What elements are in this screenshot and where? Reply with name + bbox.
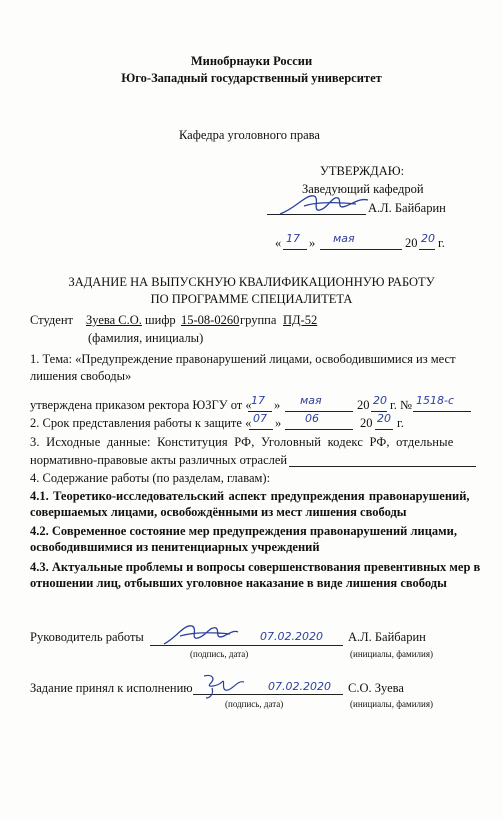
approval-month-line [320,249,402,250]
topic-line1: 1. Тема: «Предупреждение правонарушений лицами, освободившимися из мест [30,352,456,366]
source-data-line2: нормативно-правовые акты различных отраслей [30,453,288,467]
section-4-1-line1: 4.1. Теоретико-исследовательский аспект предупреждения правонарушений, [30,489,470,503]
task-title-line2: ПО ПРОГРАММЕ СПЕЦИАЛИТЕТА [150,292,353,306]
approval-date-open: « [275,236,282,250]
head-signature-mark [276,188,371,220]
deadline-day: 07 [253,412,267,425]
order-number: 1518-с [416,394,455,407]
student-name: Зуева С.О. [86,313,142,327]
order-text: утверждена приказом ректора ЮЗГУ от « [30,398,252,412]
approval-year: 20 [421,232,435,245]
approval-role: Заведующий кафедрой [302,182,424,196]
deadline-year-prefix: 20 [360,416,373,430]
approval-year-suffix: г. [438,236,445,250]
order-month: мая [300,394,322,407]
task-title-line1: ЗАДАНИЕ НА ВЫПУСКНУЮ КВАЛИФИКАЦИОННУЮ РАБОТУ [68,275,435,289]
content-heading: 4. Содержание работы (по разделам, главам): [30,471,271,485]
approval-date-close: » [309,236,316,250]
deadline-year-line [375,429,393,430]
approval-name: А.Л. Байбарин [368,201,446,215]
approval-title: УТВЕРЖДАЮ: [320,164,405,178]
approval-day: 17 [286,232,300,245]
deadline-close: » [275,416,282,430]
student-signature-mark [198,670,258,700]
source-data-line1: 3. Исходные данные: Конституция РФ, Уголовный кодекс РФ, отдельные [30,435,454,449]
order-g-no: г. № [390,398,412,412]
accepted-caption-sign: (подпись, дата) [225,699,284,709]
source-data-line [289,466,476,467]
approval-year-prefix: 20 [405,236,418,250]
order-close: » [274,398,281,412]
deadline-year: 20 [377,412,391,425]
deadline-month: 06 [305,412,319,425]
student-cipher: 15-08-0260 [181,313,240,327]
section-4-3-line2: отношении лиц, отбывших уголовное наказание в виде лишения свободы [30,576,447,590]
student-group: ПД-52 [283,313,318,327]
accepted-caption-name: (инициалы, фамилия) [350,699,433,709]
order-year: 20 [373,394,387,407]
supervisor-date: 07.02.2020 [260,630,323,643]
approval-year-line [419,249,435,250]
order-year-prefix: 20 [357,398,370,412]
approval-month: мая [333,232,355,245]
accepted-label: Задание принял к исполнению [30,681,193,695]
approval-day-line [283,249,307,250]
accepted-name: С.О. Зуева [348,681,404,695]
section-4-1-line2: совершаемых лицами, освобождёнными из мест лишения свободы [30,505,407,519]
supervisor-caption-name: (инициалы, фамилия) [350,649,433,659]
section-4-2-line2: освободившимися из пенитенциарных учреждений [30,540,320,554]
group-label: группа [240,313,277,327]
student-label: Студент [30,313,73,327]
supervisor-name: А.Л. Байбарин [348,630,426,644]
deadline-month-line [285,429,353,430]
deadline-day-line [249,429,273,430]
supervisor-caption-sign: (подпись, дата) [190,649,249,659]
student-caption: (фамилия, инициалы) [88,331,204,345]
department-name: Кафедра уголовного права [179,128,320,142]
order-number-line [413,411,471,412]
supervisor-signature-mark [160,620,240,648]
deadline-text: 2. Срок представления работы к защите « [30,416,252,430]
supervisor-label: Руководитель работы [30,630,144,644]
section-4-3-line1: 4.3. Актуальные проблемы и вопросы совершенствования превентивных мер в [30,560,481,574]
ministry-heading: Минобрнауки России [190,54,313,68]
topic-line2: лишения свободы» [30,369,132,383]
accepted-date: 07.02.2020 [268,680,331,693]
university-heading: Юго-Западный государственный университет [121,71,382,85]
deadline-suffix: г. [397,416,404,430]
order-day: 17 [251,394,265,407]
order-month-line [285,411,353,412]
section-4-2-line1: 4.2. Современное состояние мер предупреждения правонарушений лицами, [30,524,457,538]
cipher-label: шифр [145,313,176,327]
